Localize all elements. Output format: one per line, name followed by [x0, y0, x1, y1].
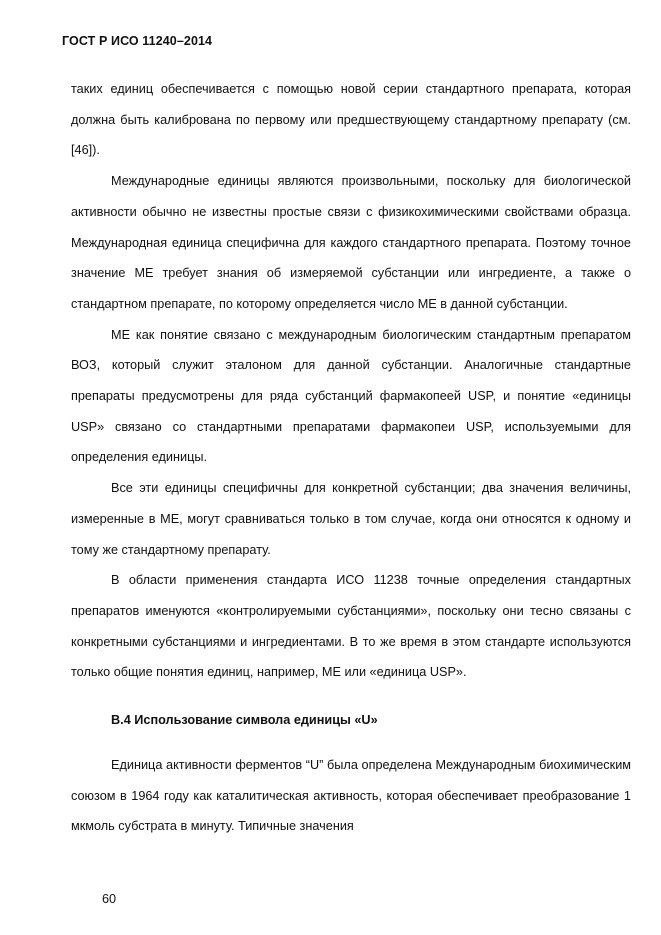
page-body: [71, 74, 631, 842]
paragraph-continuation: таких единиц обеспечивается с помощью новой серии стандартного препарата, которая должна быть калибрована по первому или предшествующему стандартному препарату (см. [46]).: [71, 82, 631, 158]
document-header: ГОСТ Р ИСО 11240–2014: [62, 34, 213, 48]
paragraph-unit-specificity: Все эти единицы специфичны для конкретной субстанции; два значения величины, измеренные в МЕ, могут сравниваться только в том случае, когда они относятся к одному и тому же стандартному препарату.: [71, 481, 631, 557]
paragraph-who-standard: МЕ как понятие связано с международным биологическим стандартным препаратом ВОЗ, который служит эталоном для данной субстанции. Аналогичные стандартные препараты предусмотрены для ряда субстанций фармакопеей USP, и понятие «единицы USP» связано со стандартными препаратами фармакопеи USP, используемыми для определения единицы.: [71, 327, 631, 465]
page-number: 60: [102, 892, 117, 906]
paragraph-enzyme-unit: Единица активности ферментов “U” была определена Международным биохимическим союзом в 1964 году как каталитическая активность, которая обеспечивает преобразование 1 мкмоль субстрата в минуту. Типичные значения: [71, 758, 631, 834]
paragraph-iso-11238-scope: В области применения стандарта ИСО 11238 точные определения стандартных препаратов именуются «контролируемыми субстанциями», поскольку они тесно связаны с конкретными субстанциями и ингредиентами. В то же время в этом стандарте используются только общие понятия единиц, например, МЕ или «единица USP».: [71, 573, 631, 680]
paragraph-international-units: Международные единицы являются произвольными, поскольку для биологической активности обычно не известны простые связи с физикохимическими свойствами образца. Международная единица специфична для каждого стандартного препарата. Поэтому точное значение МЕ требует знания об измеряемой субстанции или ингредиенте, а также о стандартном препарате, по которому определяется число МЕ в данной субстанции.: [71, 174, 631, 311]
section-heading: В.4 Использование символа единицы «U»: [111, 713, 378, 728]
